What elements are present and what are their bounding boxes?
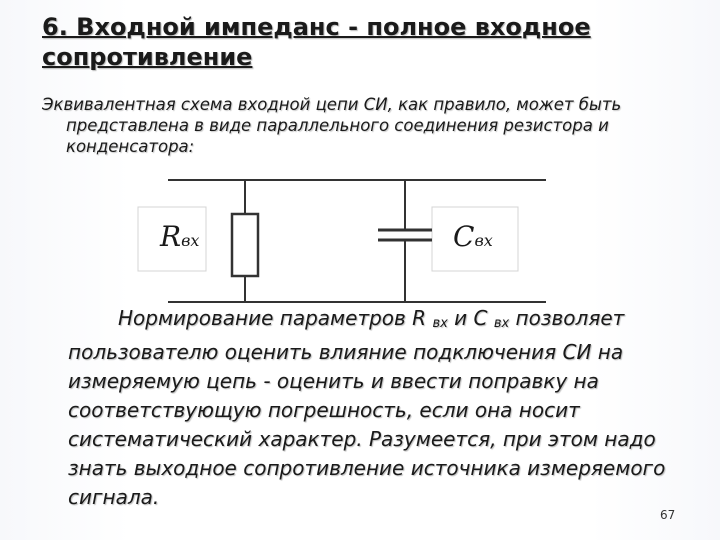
body-text bbox=[68, 304, 698, 512]
body-text-part3: позволяет пользователю оценить влияние подключения СИ на измеряемую цепь - оценить и ввести поправку на соответствующую погрешность, если она носит систематический характер. Разумеется, при этом надо знать выходное сопротивление источника измеряемого сигнала. bbox=[68, 306, 666, 509]
capacitor-label-main: C bbox=[453, 220, 475, 253]
resistor-label-sub: вх bbox=[181, 231, 200, 250]
slide-title: 6. Входной импеданс - полное входное сопротивление bbox=[42, 13, 591, 71]
body-text-part2: и С bbox=[447, 306, 494, 330]
page-number: 67 bbox=[660, 508, 676, 522]
body-text-sub2: вх bbox=[493, 316, 510, 331]
body-text-sub1: вх bbox=[432, 316, 448, 331]
body-text-part1: Нормирование параметров R bbox=[118, 306, 433, 330]
resistor-label bbox=[160, 222, 199, 256]
resistor-label-main: R bbox=[160, 220, 182, 253]
capacitor-label bbox=[453, 222, 493, 256]
resistor-symbol bbox=[232, 214, 258, 276]
intro-text: Эквивалентная схема входной цепи СИ, как правило, может быть представлена в виде параллельного соединения резистора и конденсатора: bbox=[42, 95, 622, 156]
capacitor-label-sub: вх bbox=[474, 231, 493, 250]
